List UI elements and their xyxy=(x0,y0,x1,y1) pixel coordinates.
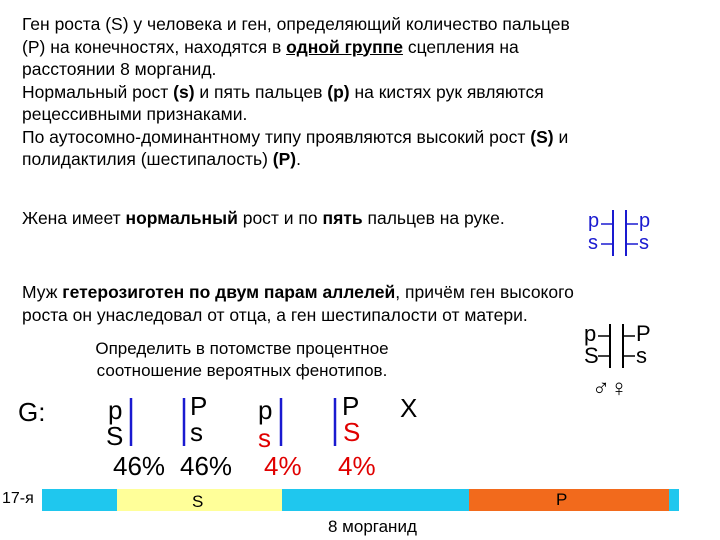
gamete-4-bottom: S xyxy=(343,417,361,447)
chromosome-number: 17-я xyxy=(2,490,34,507)
gamete-4-top: P xyxy=(342,391,360,421)
husband-allele-tl: p xyxy=(584,321,597,346)
husband-allele-tr: P xyxy=(636,321,651,346)
gamete-2-bottom: s xyxy=(190,417,203,447)
gamete-1-percent: 46% xyxy=(113,451,166,481)
intro-line-5: рецессивными признаками. xyxy=(22,104,248,124)
gamete-2-percent: 46% xyxy=(180,451,233,481)
wife-allele-tl: p xyxy=(588,210,600,232)
task-text: Определить в потомстве процентное соотношение вероятных фенотипов. xyxy=(95,339,389,380)
intro-line-1: Ген роста (S) у человека и ген, определяющий количество пальцев xyxy=(22,14,570,34)
gamete-2-top: P xyxy=(190,391,208,421)
map-label-p: P xyxy=(556,490,568,509)
wife-allele-br: s xyxy=(639,232,649,254)
intro-line-6: По аутосомно-доминантному типу проявляются высокий рост (S) и xyxy=(22,126,569,147)
intro-line-3: расстоянии 8 морганид. xyxy=(22,59,217,79)
intro-line-4: Нормальный рост (s) и пять пальцев (p) на кистях рук являются xyxy=(22,81,544,102)
wife-allele-tr: p xyxy=(639,210,651,232)
map-segment-left xyxy=(42,489,117,511)
underlined-phrase: одной группе xyxy=(286,36,403,57)
husband-statement: Муж гетерозиготен по двум парам аллелей, причём ген высокого роста он унаследовал от отца, а ген шестипалости от матери. xyxy=(22,282,574,325)
map-distance: 8 морганид xyxy=(328,517,417,536)
wife-allele-bl: s xyxy=(588,232,598,254)
wife-statement: Жена имеет нормальный рост и по пять пальцев на руке. xyxy=(22,208,505,228)
gamete-4-percent: 4% xyxy=(338,451,376,481)
map-label-s: S xyxy=(192,492,204,511)
gamete-1-bottom: S xyxy=(106,421,124,451)
gamete-3-bottom: s xyxy=(258,423,271,453)
map-segment-p xyxy=(469,489,669,511)
map-segment-middle xyxy=(282,489,469,511)
gamete-1-top: p xyxy=(108,395,123,425)
husband-allele-bl: S xyxy=(584,343,599,368)
map-segment-right xyxy=(669,489,679,511)
gametes-label: G: xyxy=(18,397,46,427)
gamete-3-top: p xyxy=(258,395,273,425)
cross-sign: X xyxy=(400,393,418,423)
intro-line-2: (P) на конечностях, находятся в одной группе сцепления на xyxy=(22,36,519,57)
intro-line-7: полидактилия (шестипалость) (P). xyxy=(22,149,301,169)
sex-symbols: ♂♀ xyxy=(592,375,628,402)
gamete-3-percent: 4% xyxy=(264,451,302,481)
husband-allele-br: s xyxy=(636,343,647,368)
